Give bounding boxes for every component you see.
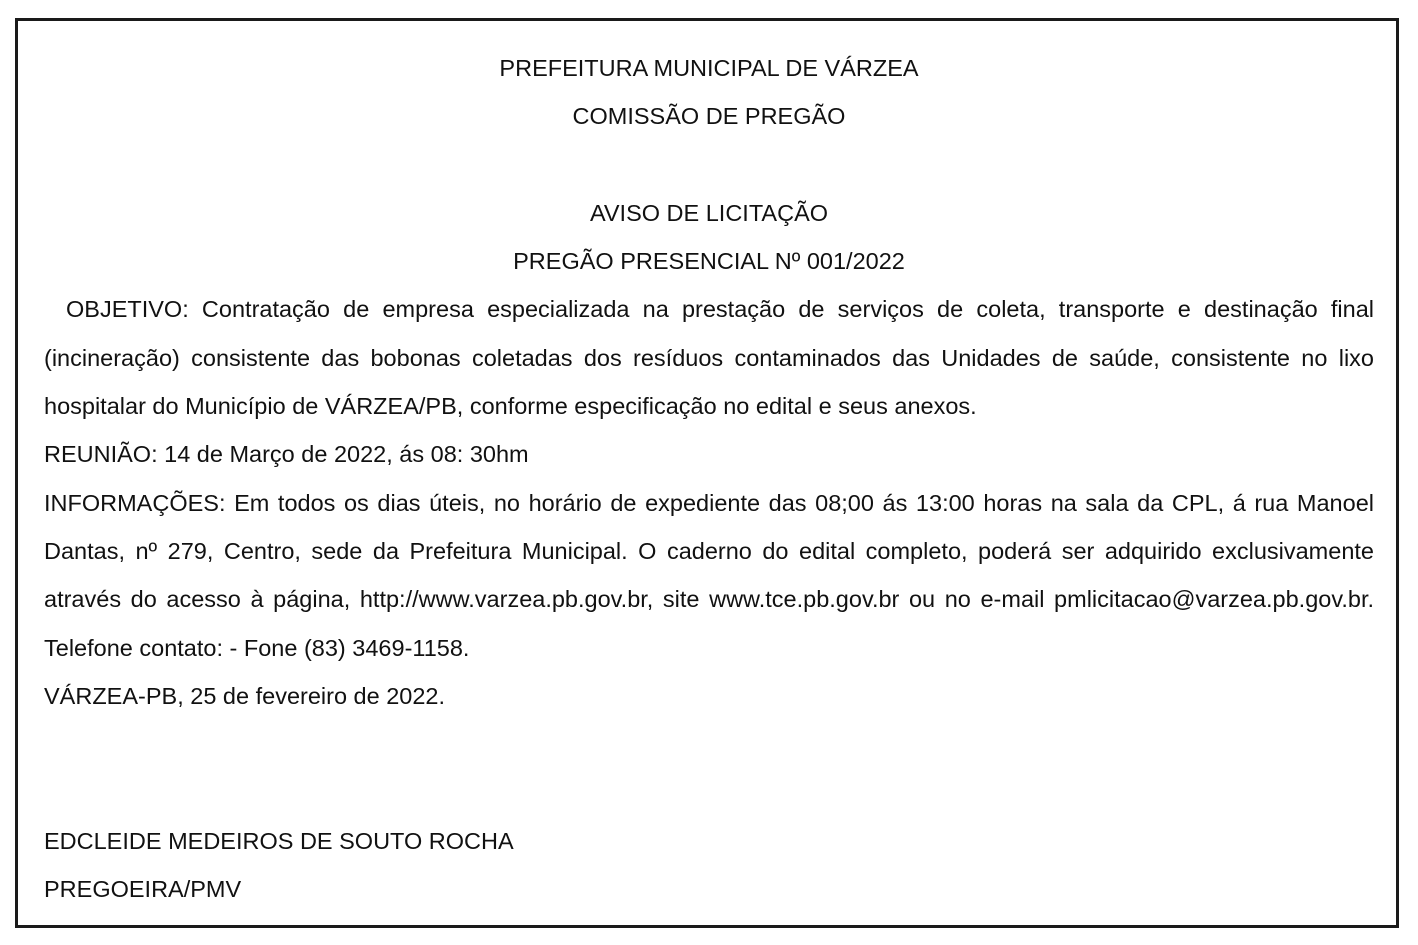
notice-title: AVISO DE LICITAÇÃO — [589, 199, 829, 226]
commission-name: COMISSÃO DE PREGÃO — [572, 103, 846, 130]
objective-paragraph: OBJETIVO: Contratação de empresa especializada na prestação de serviços de coleta, transporte e destinação final (incineração) consistente das bobonas coletadas dos resíduos contaminados das Unidades de saúde, consistente no lixo hospitalar do Município de VÁRZEA/PB, conforme especificação no edital e seus anexos. — [44, 296, 1374, 420]
signatory-role: PREGOEIRA/PMV — [44, 876, 242, 903]
signatory-name: EDCLEIDE MEDEIROS DE SOUTO ROCHA — [44, 827, 514, 854]
institution-name: PREFEITURA MUNICIPAL DE VÁRZEA — [499, 55, 919, 81]
information-paragraph: INFORMAÇÕES: Em todos os dias úteis, no horário de expediente das 08;00 ás 13:00 horas na sala da CPL, á rua Manoel Dantas, nº 279, Centro, sede da Prefeitura Municipal. O caderno do edital completo, poderá ser adquirido exclusivamente através do acesso à página, http://www.varzea.pb.gov.br, site www.tce.pb.gov.br ou no e-mail pmlicitacao@varzea.pb.gov.br. Telefone contato: - Fone (83) 3469-1158. — [44, 489, 1374, 661]
spacer — [44, 720, 1374, 817]
spacer — [44, 141, 1374, 189]
meeting-line: REUNIÃO: 14 de Março de 2022, ás 08: 30hm — [44, 441, 529, 468]
notice-content — [44, 44, 1374, 913]
notice-subtitle: PREGÃO PRESENCIAL Nº 001/2022 — [513, 248, 905, 275]
place-date: VÁRZEA-PB, 25 de fevereiro de 2022. — [44, 682, 446, 709]
